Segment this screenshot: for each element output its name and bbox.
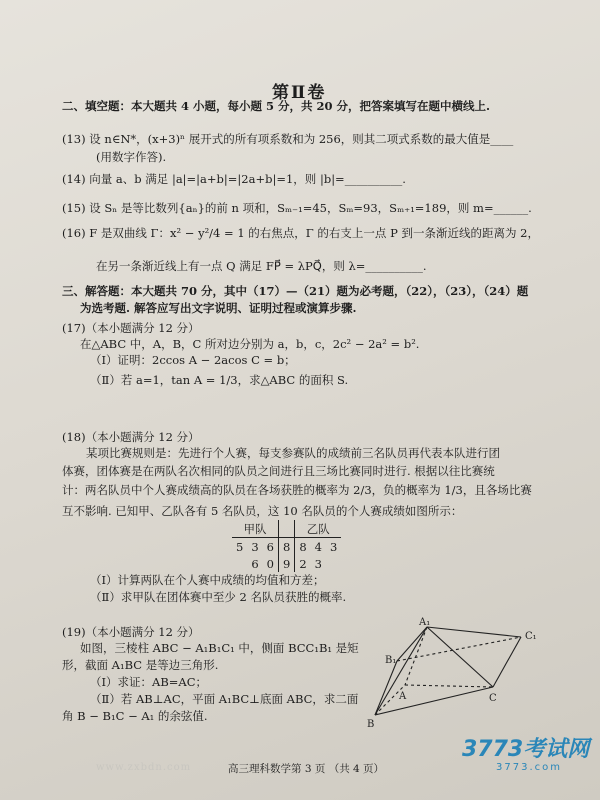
- logo-sub: 3773.com: [496, 762, 562, 773]
- q18-line1: 某项比赛规则是：先进行个人赛，每支参赛队的成绩前三名队员再代表本队进行团: [86, 446, 500, 460]
- edge-a1-c1: [427, 627, 521, 637]
- site-logo: [462, 738, 589, 773]
- page-footer: 高三理科数学第 3 页 （共 4 页）: [228, 763, 385, 775]
- q17-part2: （Ⅱ）若 a=1，tan A = 1/3，求△ABC 的面积 S.: [90, 373, 349, 387]
- q14: (14) 向量 a、b 满足 |a|=|a+b|=|2a+b|=1，则 |b|=__________.: [62, 172, 406, 186]
- stem: 8: [278, 538, 294, 556]
- label-a: A: [399, 691, 407, 702]
- team-b-label: 乙队: [306, 521, 330, 536]
- leaf: 2: [299, 556, 307, 571]
- stem-leaf-plot: [232, 520, 341, 572]
- section-3-line1: 三、解答题：本大题共 70 分，其中（17）—（21）题为必考题，（22），（23），（24）题: [62, 284, 529, 298]
- q19-part1: （Ⅰ）求证：AB=AC；: [90, 675, 208, 689]
- page-title: 第Ⅱ卷: [272, 83, 327, 103]
- q17-stem: 在△ABC 中，A，B，C 所对边分别为 a，b，c，2c² − 2a² = b².: [80, 337, 420, 351]
- label-b: B: [367, 719, 375, 730]
- leaf: [326, 555, 341, 572]
- edge-a1-a: [405, 627, 427, 685]
- leaf: 4: [314, 539, 322, 554]
- leaf: 3: [329, 539, 338, 554]
- stem-leaf-header-row: [232, 520, 341, 538]
- label-a1: A₁: [419, 617, 431, 628]
- label-c1: C₁: [525, 631, 537, 642]
- q15: (15) 设 Sₙ 是等比数列{aₙ}的前 n 项和，Sₘ₋₁=45，Sₘ=93，Sₘ₊₁=189，则 m=______.: [62, 201, 532, 215]
- stem: 9: [278, 555, 294, 572]
- leaf: 6: [251, 556, 259, 571]
- section-2-heading: 二、填空题：本大题共 4 小题，每小题 5 分，共 20 分，把答案填写在题中横线上.: [62, 99, 491, 113]
- q16-line1: (16) F 是双曲线 Γ：x² − y²/4 = 1 的右焦点，Γ 的右支上一点 P 到一条渐近线的距离为 2，: [62, 226, 539, 240]
- q18-line3: 计：两名队员中个人赛成绩高的队员在各场获胜的概率为 2/3，负的概率为 1/3，且各场比赛: [62, 483, 532, 497]
- leaf: 0: [266, 556, 274, 571]
- leaf: [232, 555, 247, 572]
- q19-line2: 形，截面 A₁BC 是等边三角形.: [62, 658, 219, 672]
- q16-line2: 在另一条渐近线上有一点 Q 满足 FP⃗ = λPQ⃗，则 λ=__________.: [96, 259, 427, 273]
- edge-c1-c: [493, 637, 521, 687]
- q18-line2: 体赛，团体赛是在两队名次相同的队员之间进行且三场比赛同时进行. 根据以往比赛统: [62, 464, 495, 478]
- leaf: 8: [299, 539, 307, 554]
- stem-leaf-table: [232, 520, 341, 572]
- leaf: 5: [236, 539, 244, 554]
- q13-line2: (用数字作答).: [96, 150, 167, 164]
- q18-part2: （Ⅱ）求甲队在团体赛中至少 2 名队员获胜的概率.: [90, 590, 347, 604]
- q13-line1: (13) 设 n∈N*，(x+3)ⁿ 展开式的所有项系数和为 256，则其二项式系数的最大值是____: [62, 132, 514, 146]
- edge-a-c: [405, 685, 493, 687]
- stem-leaf-row: [232, 538, 341, 556]
- q17-part1: （Ⅰ）证明：2ccos A − 2acos C = b；: [90, 353, 296, 367]
- stem-leaf-row: [232, 555, 341, 572]
- q18-line4: 互不影响. 已知甲、乙队各有 5 名队员，这 10 名队员的个人赛成绩如图所示：: [62, 504, 463, 518]
- q19-line1: 如图，三棱柱 ABC − A₁B₁C₁ 中，侧面 BCC₁B₁ 是矩: [80, 641, 359, 655]
- edge-b-c: [375, 687, 493, 715]
- q18-header: (18)（本小题满分 12 分）: [62, 430, 200, 444]
- section-3-line2: 为选考题. 解答应写出文字说明、证明过程或演算步骤.: [80, 301, 357, 315]
- leaf: 3: [251, 539, 259, 554]
- label-c: C: [489, 693, 497, 704]
- q17-header: (17)（本小题满分 12 分）: [62, 321, 200, 335]
- q19-header: (19)（本小题满分 12 分）: [62, 625, 200, 639]
- edge-b1-b: [375, 661, 397, 715]
- label-b1: B₁: [385, 655, 397, 666]
- q18-part1: （Ⅰ）计算两队在个人赛中成绩的均值和方差；: [90, 573, 325, 587]
- q19-part2: （Ⅱ）若 AB⊥AC，平面 A₁BC⊥底面 ABC，求二面: [90, 692, 359, 706]
- prism-figure: [355, 615, 550, 740]
- logo-main: 3773考试网: [462, 737, 590, 762]
- edge-a1-c: [427, 627, 493, 687]
- leaf: 3: [314, 556, 322, 571]
- q19-line3: 角 B − B₁C − A₁ 的余弦值.: [62, 709, 208, 723]
- leaf: 6: [266, 539, 274, 554]
- watermark-text: www.zxbdn.com: [96, 762, 192, 773]
- team-a-label: 甲队: [243, 521, 267, 536]
